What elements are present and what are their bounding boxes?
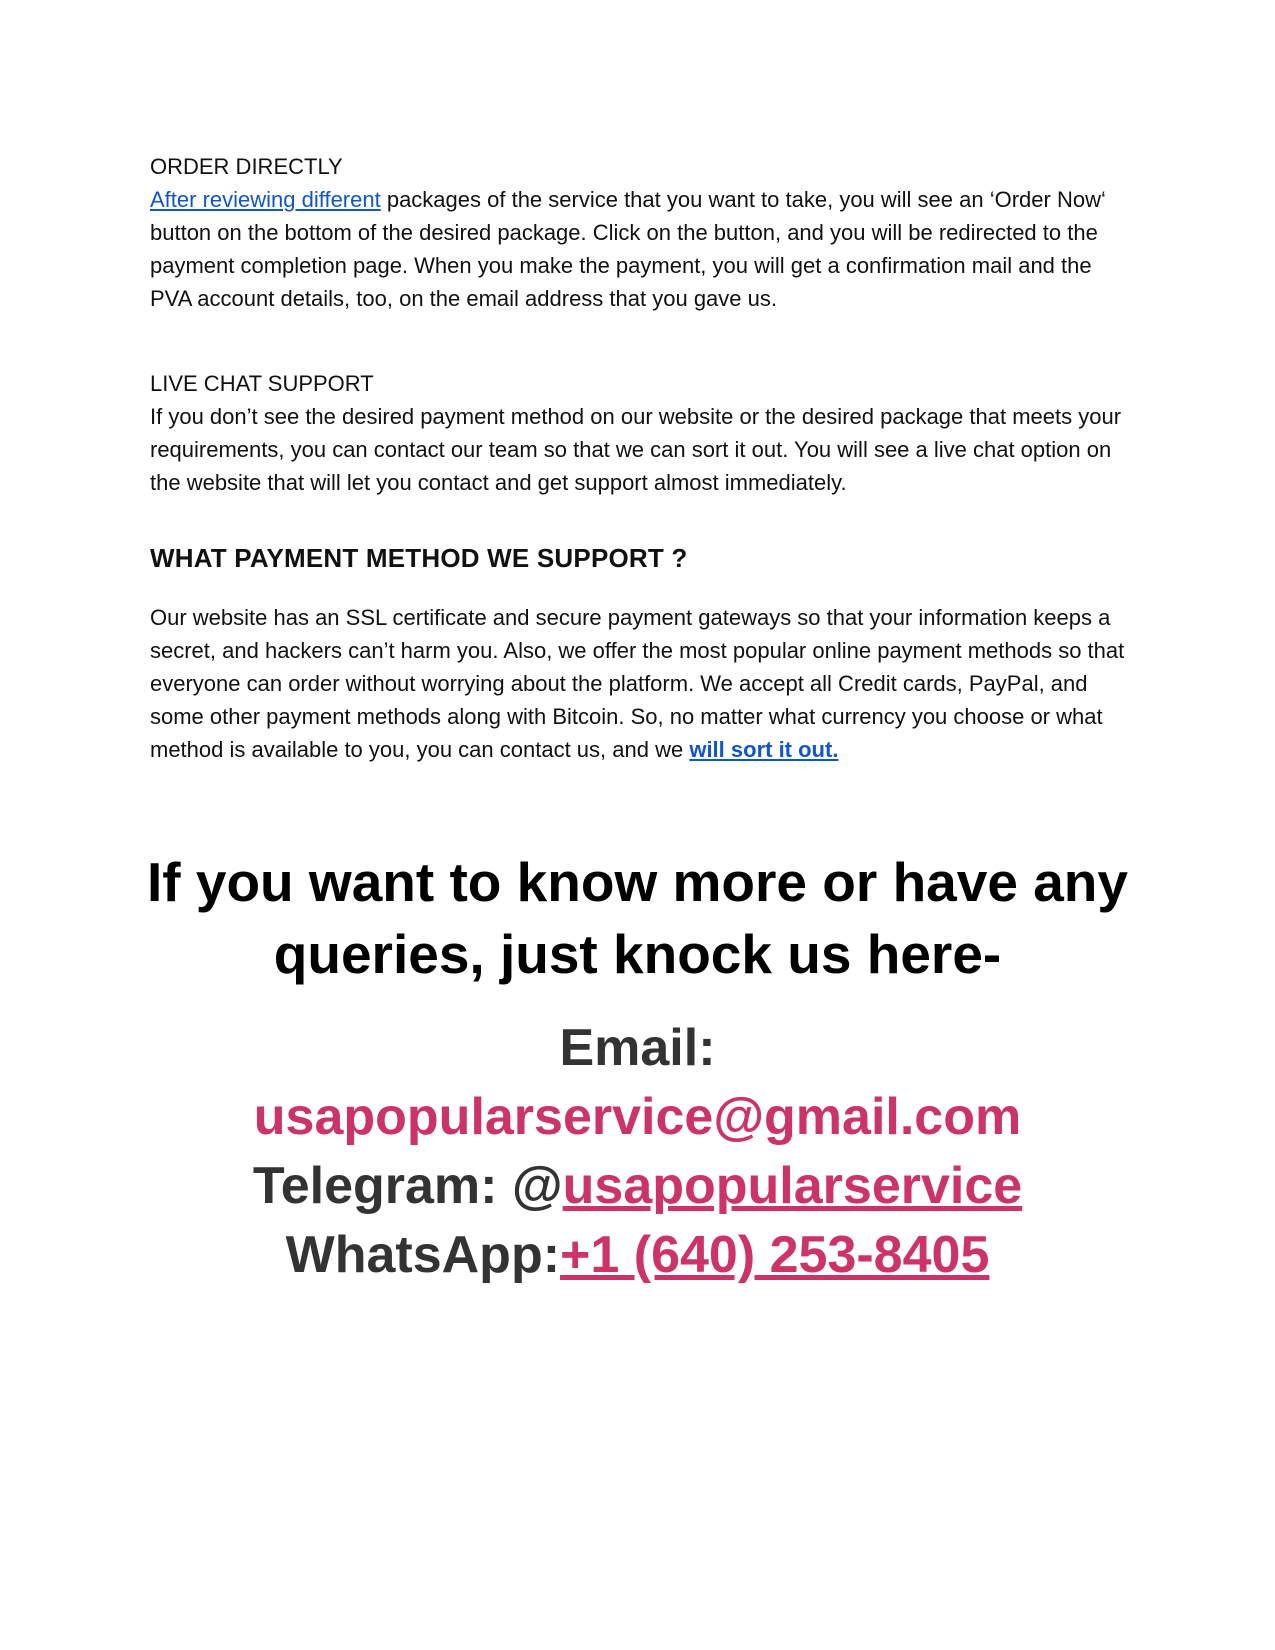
document-body: [150, 150, 1130, 766]
order-directly-paragraph: [150, 183, 1130, 315]
spacer: [150, 575, 1130, 601]
live-chat-label: LIVE CHAT SUPPORT: [150, 371, 374, 396]
order-directly-text: packages of the service that you want to take, you will see an ‘Order Now‘ button on the bottom of the desired package. Click on the button, and you will be redirected to the payment completion page. When you make the payment, you will get a confirmation mail and the PVA account details, too, on the email address that you gave us.: [150, 187, 1106, 311]
whatsapp-line: [120, 1221, 1155, 1290]
order-directly-label: ORDER DIRECTLY: [150, 154, 343, 179]
contact-callout: If you want to know more or have any queries, just knock us here-: [146, 851, 1128, 985]
email-label: Email:: [559, 1019, 716, 1077]
telegram-link[interactable]: usapopularservice: [562, 1157, 1023, 1215]
contact-block: [120, 1014, 1155, 1290]
whatsapp-link[interactable]: +1 (640) 253-8405: [560, 1226, 990, 1284]
telegram-line: [120, 1152, 1155, 1221]
spacer: [150, 315, 1130, 367]
whatsapp-label: WhatsApp:: [285, 1226, 561, 1284]
payment-method-text: Our website has an SSL certificate and secure payment gateways so that your information keeps a secret, and hackers can’t harm you. Also, we offer the most popular online payment methods so that everyone can order without worrying about the platform. We accept all Credit cards, PayPal, and some other payment methods along with Bitcoin. So, no matter what currency you choose or what method is available to you, you can contact us, and we: [150, 605, 1125, 762]
after-reviewing-link[interactable]: After reviewing different: [150, 187, 381, 212]
email-address[interactable]: usapopularservice@gmail.com: [253, 1088, 1022, 1146]
telegram-label: Telegram: @: [252, 1157, 563, 1215]
live-chat-paragraph: If you don’t see the desired payment method on our website or the desired package that meets your requirements, you can contact our team so that we can sort it out. You will see a live chat option on the website that will let you contact and get support almost immediately.: [150, 404, 1122, 495]
sort-it-out-link[interactable]: will sort it out.: [689, 737, 839, 762]
spacer: [150, 499, 1130, 541]
payment-method-paragraph: [150, 601, 1130, 766]
payment-method-heading: WHAT PAYMENT METHOD WE SUPPORT ?: [150, 543, 688, 573]
